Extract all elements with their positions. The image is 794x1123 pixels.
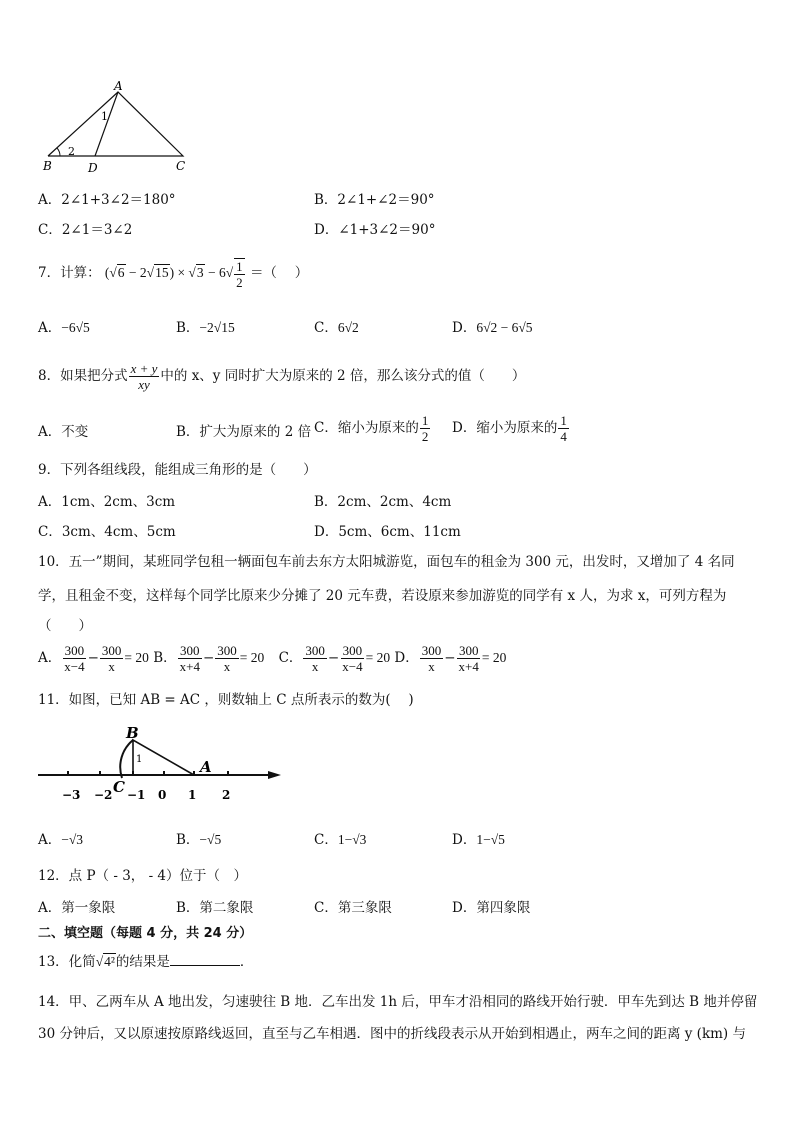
- q8-stem: 8．如果把分式 $\frac{x + y}{xy}$ 中的 x、y 同时扩大为原来的 2 倍，那么该分式的值（ ）: [38, 361, 526, 392]
- q10-line1: 10．五一”期间，某班同学包租一辆面包车前去东方太阳城游览，面包车的租金为 300 元，出发时，又增加了 4 名同: [38, 554, 735, 570]
- tick-label: 2: [222, 788, 231, 802]
- label-c: C: [176, 159, 186, 173]
- q12-option-d: D．第四象限: [452, 900, 531, 916]
- q7-stem: 7．计算： (√6 − 2√15) × √3 − 6√ $\frac{1}{2}$ ＝（ ）: [38, 259, 309, 290]
- label-a: A: [200, 758, 212, 776]
- tick-label: 1: [188, 788, 197, 802]
- q12-option-c: C．第三象限: [314, 900, 392, 916]
- q10-line2: 学，且租金不变，这样每个同学比原来少分摊了 20 元车费，若设原来参加游览的同学有 x 人，为求 x，可列方程为: [38, 588, 727, 604]
- q7-option-c: C．6√2: [314, 320, 359, 336]
- q8-option-c: C．缩小为原来的 $\frac{1}{2}$: [314, 413, 429, 444]
- q7-option-b: B．−2√15: [176, 320, 235, 336]
- label-one: 1: [136, 754, 143, 765]
- q11-stem: 11．如图，已知 AB = AC ，则数轴上 C 点所表示的数为( ): [38, 692, 414, 708]
- q12-option-b: B．第二象限: [176, 900, 254, 916]
- q11-option-b: B．−√5: [176, 832, 222, 848]
- q10-option-c: C． $\frac{300}{x}$ − $\frac{300}{x-4}$ = 20: [278, 643, 391, 674]
- label-c: C: [113, 778, 125, 796]
- q12-stem: 12．点 P（ - 3， - 4）位于（ ）: [38, 868, 248, 884]
- q10-option-a: A． $\frac{300}{x-4}$ − $\frac{300}{x}$ = 20: [38, 643, 149, 674]
- label-angle-2: 2: [68, 145, 75, 158]
- q11-option-c: C．1−√3: [314, 832, 367, 848]
- triangle-figure: [38, 80, 198, 175]
- angle-2-arc: [57, 148, 60, 156]
- q10-options: [38, 638, 506, 678]
- arc-bc: [120, 740, 133, 778]
- label-b: B: [43, 159, 52, 173]
- tick-label: 0: [158, 788, 167, 802]
- q8-option-a: A．不变: [38, 424, 89, 440]
- q6-option-d: D．∠1+3∠2＝90°: [314, 222, 436, 238]
- tick-label: −2: [94, 788, 113, 802]
- q9-option-d: D．5cm、6cm、11cm: [314, 524, 461, 540]
- q12-option-a: A．第一象限: [38, 900, 116, 916]
- q9-option-a: A．1cm、2cm、3cm: [38, 494, 176, 510]
- q6-option-c: C．2∠1＝3∠2: [38, 222, 133, 238]
- q6-option-a: A．2∠1+3∠2＝180°: [38, 192, 176, 208]
- segment-ad: [95, 92, 118, 156]
- q9-option-c: C．3cm、4cm、5cm: [38, 524, 176, 540]
- q11-option-a: A．−√3: [38, 832, 84, 848]
- q14-line1: 14．甲、乙两车从 A 地出发，匀速驶往 B 地．乙车出发 1h 后，甲车才沿相同的路线开始行驶．甲车先到达 B 地并停留: [38, 994, 758, 1010]
- number-line-figure: [36, 720, 286, 805]
- section-heading: 二、填空题（每题 4 分，共 24 分）: [38, 926, 253, 941]
- q7-option-a: A．−6√5: [38, 320, 90, 336]
- label-d: D: [88, 161, 98, 175]
- q10-line3: （ ）: [38, 618, 92, 634]
- q8-option-d: D．缩小为原来的 $\frac{1}{4}$: [452, 413, 567, 444]
- label-b: B: [126, 724, 139, 742]
- q9-stem: 9．下列各组线段，能组成三角形的是（ ）: [38, 462, 317, 478]
- q10-option-b: B． $\frac{300}{x+4}$ − $\frac{300}{x}$ = 20: [153, 643, 265, 674]
- answer-blank: [170, 953, 240, 966]
- q13-stem: 13．化简√4²的结果是 ．: [38, 954, 254, 970]
- label-angle-1: 1: [101, 110, 108, 123]
- q14-line2: 30 分钟后，又以原速按原路线返回，直至与乙车相遇．图中的折线段表示从开始到相遇止，两车之间的距离 y (km) 与: [38, 1026, 746, 1042]
- tick-label: −1: [127, 788, 146, 802]
- label-a: A: [114, 80, 123, 93]
- tick-label: −3: [62, 788, 81, 802]
- q6-option-b: B．2∠1+∠2＝90°: [314, 192, 435, 208]
- number-line-arrow: [268, 771, 281, 779]
- q10-option-d: D． $\frac{300}{x}$ − $\frac{300}{x+4}$ = 20: [394, 643, 507, 674]
- q7-option-d: D．6√2 − 6√5: [452, 320, 533, 336]
- q8-option-b: B．扩大为原来的 2 倍: [176, 424, 312, 440]
- q11-option-d: D．1−√5: [452, 832, 505, 848]
- q9-option-b: B．2cm、2cm、4cm: [314, 494, 452, 510]
